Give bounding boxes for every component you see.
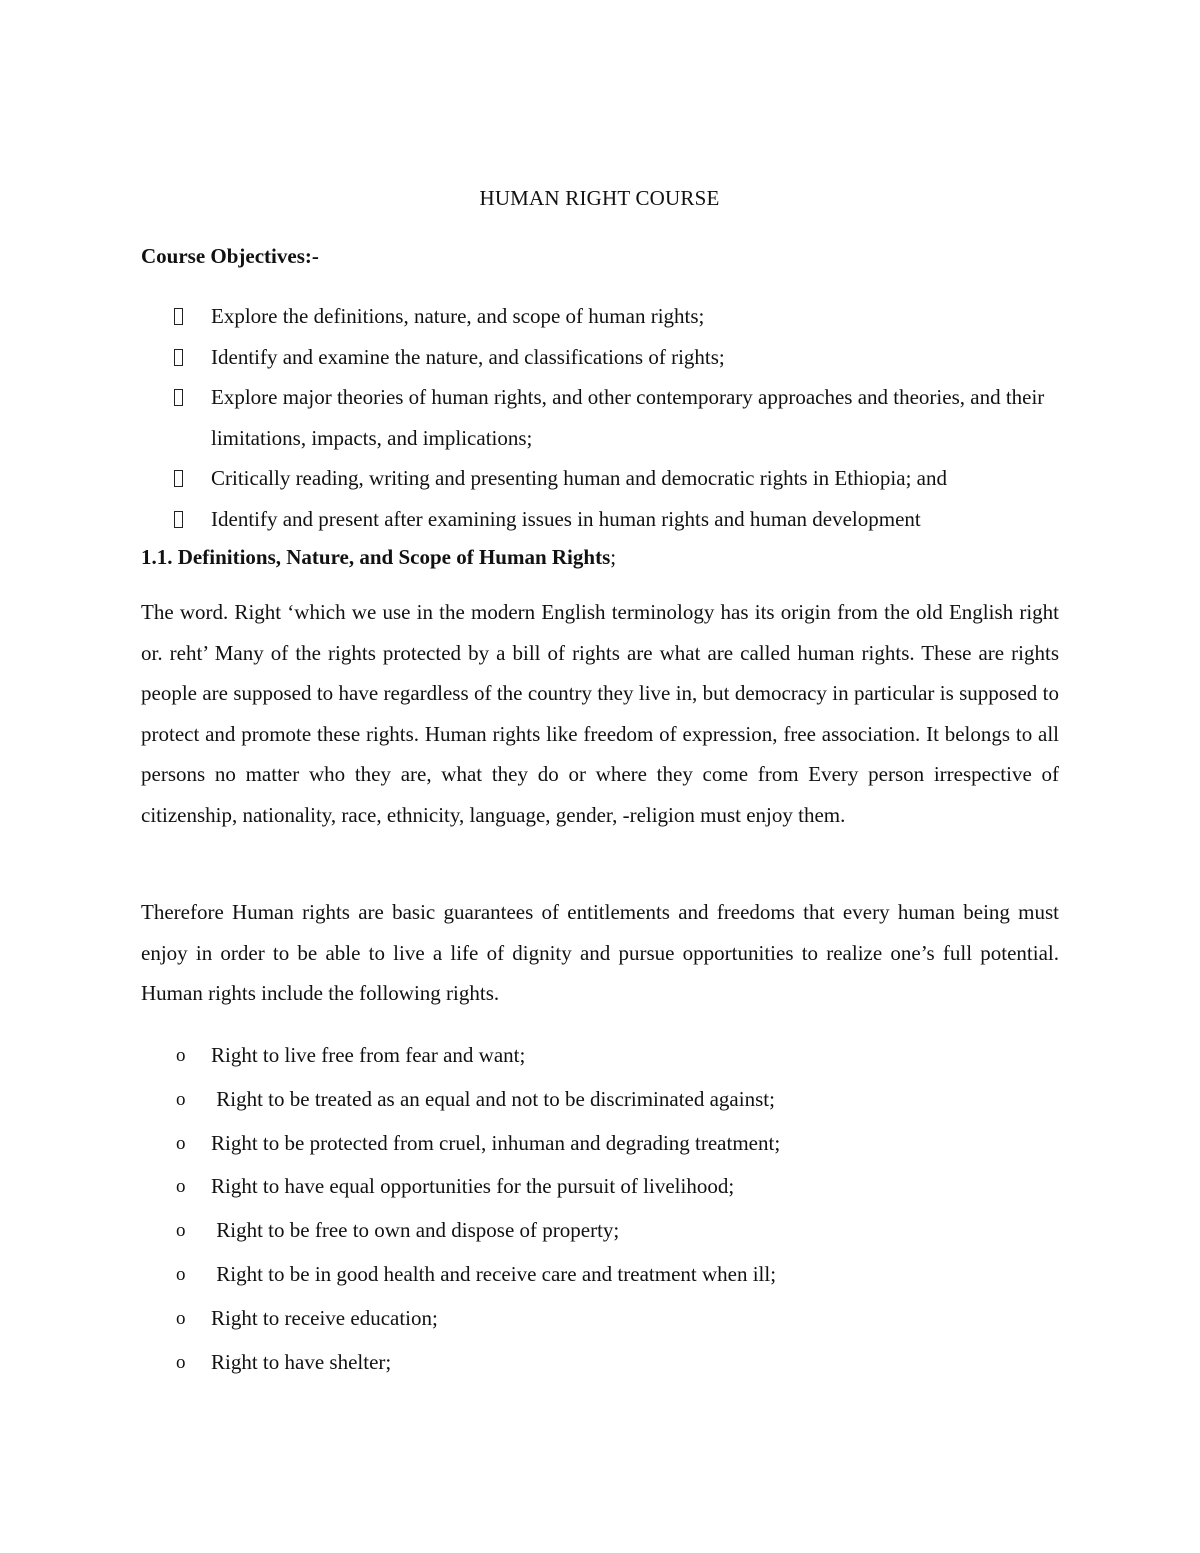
- circle-bullet-icon: o: [176, 1307, 186, 1329]
- rights-text: Right to live free from fear and want;: [211, 1043, 526, 1067]
- paragraph-origin-of-rights: The word. Right ‘which we use in the modern English terminology has its origin from the old English right or. reht’ Many of the rights protected by a bill of rights are what are called human rights. These are rights people are supposed to have regardless of the country they live in, but democracy in particular is supposed to protect and promote these rights. Human rights like freedom of expression, free association. It belongs to all persons no matter who they are, what they do or where they come from Every person irrespective of citizenship, nationality, race, ethnicity, language, gender, -religion must enjoy them.: [141, 600, 1059, 827]
- rights-text: Right to receive education;: [211, 1305, 438, 1330]
- missing-glyph-bullet-icon: [174, 308, 183, 325]
- objective-text: Explore major theories of human rights, and other contemporary approaches and theories, and their limitations, impacts, and implications;: [211, 385, 1045, 450]
- circle-bullet-icon: o: [176, 1088, 186, 1110]
- document-title: HUMAN RIGHT COURSE: [479, 186, 720, 210]
- objective-item: [141, 296, 1066, 337]
- rights-item: [141, 1122, 1066, 1166]
- missing-glyph-bullet-icon: [174, 470, 183, 487]
- rights-item: [141, 1341, 1066, 1385]
- circle-bullet-icon: o: [176, 1176, 186, 1198]
- missing-glyph-bullet-icon: [174, 389, 183, 406]
- objectives-list: [141, 296, 1066, 539]
- section-heading-punct: ;: [610, 545, 617, 569]
- rights-text: Right to have equal opportunities for the pursuit of livelihood;: [211, 1174, 735, 1199]
- rights-text: Right to be treated as an equal and not to be discriminated against;: [211, 1086, 775, 1111]
- rights-text: Right to be in good health and receive care and treatment when ill;: [211, 1261, 777, 1286]
- objective-text: Identify and present after examining issues in human rights and human development: [211, 506, 921, 531]
- objective-text: Explore the definitions, nature, and scope of human rights;: [211, 304, 705, 328]
- missing-glyph-bullet-icon: [174, 349, 183, 366]
- objectives-heading: Course Objectives:-: [141, 244, 319, 268]
- rights-item: [141, 1253, 1066, 1297]
- paragraph-human-rights-definition: Therefore Human rights are basic guarantees of entitlements and freedoms that every human being must enjoy in order to be able to live a life of dignity and pursue opportunities to realize one’s full potential. Human rights include the following rights.: [141, 900, 1059, 1006]
- missing-glyph-bullet-icon: [174, 511, 183, 528]
- objective-text: Identify and examine the nature, and classifications of rights;: [211, 344, 725, 369]
- rights-item: [141, 1078, 1066, 1122]
- rights-item: [141, 1034, 1066, 1078]
- objective-item: [141, 499, 1066, 540]
- document-page: [141, 0, 1066, 1553]
- rights-list: [141, 1034, 1066, 1384]
- circle-bullet-icon: o: [176, 1220, 186, 1242]
- objective-item: [141, 377, 1066, 458]
- section-heading-text: 1.1. Definitions, Nature, and Scope of Human Rights: [141, 545, 611, 569]
- objective-item: [141, 458, 1066, 499]
- rights-item: [141, 1165, 1066, 1209]
- rights-text: Right to have shelter;: [211, 1349, 392, 1374]
- rights-item: [141, 1209, 1066, 1253]
- circle-bullet-icon: o: [176, 1132, 186, 1154]
- rights-text: Right to be protected from cruel, inhuman and degrading treatment;: [211, 1130, 781, 1155]
- rights-text: Right to be free to own and dispose of property;: [211, 1218, 620, 1243]
- circle-bullet-icon: o: [176, 1263, 186, 1285]
- objective-text: Critically reading, writing and presenting human and democratic rights in Ethiopia; and: [211, 466, 947, 490]
- circle-bullet-icon: o: [176, 1045, 186, 1066]
- circle-bullet-icon: o: [176, 1351, 186, 1373]
- rights-item: [141, 1297, 1066, 1341]
- objective-item: [141, 337, 1066, 378]
- section-heading: [141, 545, 616, 570]
